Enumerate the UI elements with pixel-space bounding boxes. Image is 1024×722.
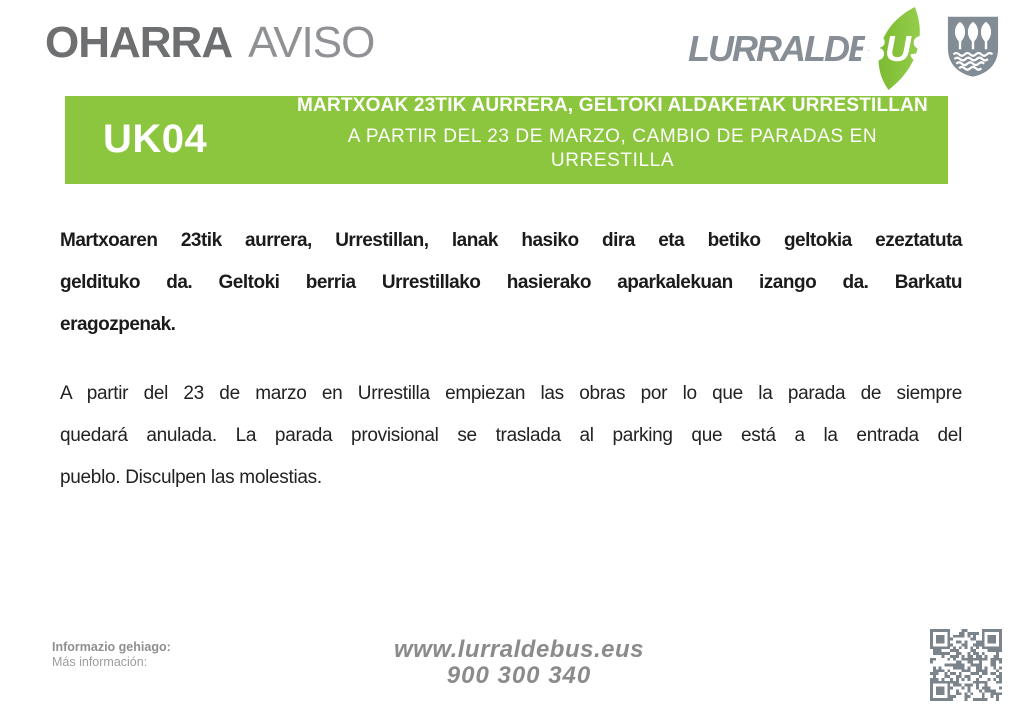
banner-title [285, 96, 940, 184]
title-basque: OHARRA [45, 18, 233, 67]
text-line: eragozpenak. [60, 314, 176, 335]
banner-title-basque: MARTXOAK 23TIK AURRERA, GELTOKI ALDAKETAK URRESTILLAN [297, 94, 928, 116]
text-line: geldituko da. Geltoki berria Urrestillako hasierako aparkalekuan izango da. Barkatu [60, 272, 962, 293]
text-line: A partir del 23 de marzo en Urrestilla empiezan las obras por lo que la parada de siempre [60, 383, 962, 404]
more-info-label-basque: Informazio gehiago: [52, 640, 171, 654]
logo-text-bus: BUS [860, 28, 934, 69]
notice-body [60, 220, 962, 499]
text-line: Martxoaren 23tik aurrera, Urrestillan, lanak hasiko dira eta betiko geltokia ezeztatuta [60, 230, 962, 251]
page-title [45, 18, 374, 68]
lurraldebus-logo [688, 4, 940, 92]
text-line: pueblo. Disculpen las molestias. [60, 467, 322, 488]
qr-code [930, 629, 1002, 701]
contact-block [319, 637, 719, 689]
paragraph-basque [60, 220, 962, 346]
website-text: www.lurraldebus.eus [393, 636, 644, 663]
more-info-labels [52, 640, 171, 670]
gipuzkoa-shield-icon [947, 14, 999, 79]
paragraph-spanish [60, 373, 962, 499]
notice-banner [65, 96, 948, 184]
phone-number: 900 300 340 [446, 662, 592, 689]
logo-text-lurralde: LURRALDE [688, 28, 870, 69]
text-line: quedará anulada. La parada provisional se traslada al parking que está a la entrada del [60, 425, 962, 446]
more-info-label-spanish: Más información: [52, 655, 148, 669]
line-code: UK04 [103, 117, 208, 161]
title-spanish: AVISO [248, 18, 375, 67]
banner-title-spanish: A PARTIR DEL 23 DE MARZO, CAMBIO DE PARADAS EN URRESTILLA [347, 125, 878, 171]
